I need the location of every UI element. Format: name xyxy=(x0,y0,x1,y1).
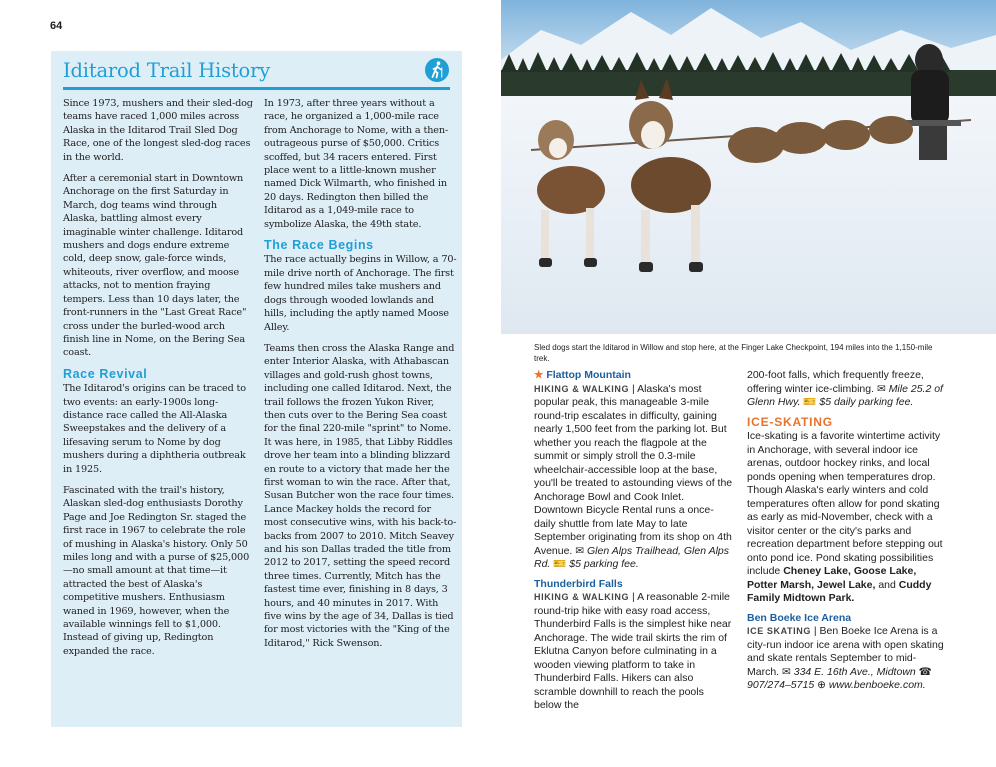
listing-name-ben-boeke: Ben Boeke Ice Arena xyxy=(747,611,852,624)
sled-dogs-photo xyxy=(501,0,996,334)
paragraph: The race actually begins in Willow, a 70-mile drive north of Anchorage. The first few hundred miles take mushers and dogs through wooded lowlands and hills, including the aptly named Moose Alley. xyxy=(264,254,457,333)
page-number: 64 xyxy=(50,20,63,32)
listings-column-2: 200-foot falls, which frequently freeze, offering winter ice-climbing. ✉ Mile 25.2 of Glenn Hwy. 🎫 $5 daily parking fee. ICE-SKATING Ice-skating is a favorite wintertime activity in Anchorage, with several indoor ice arenas, outdoor hockey rinks, and local ponds opening when temperatures drop. Though Alaska's early winters and cold temperatures often allow for pond skating as early as mid-November, check with a visitor center or the city's parks and recreation department before stepping out onto pond ice. Pond skating possibilities include Cheney Lake, Goose Lake, Potter Marsh, Jewel Lake, and Cuddy Family Midtown Park. Ben Boeke Ice Arena ICE SKATING | Ben Boeke Ice Arena is a city-run indoor ice arena with open skating and skate rentals September to mid-March. ✉ 334 E. 16th Ave., Midtown ☎ 907/274–5715 ⊕ www.benboeke.com. xyxy=(747,369,947,699)
sidebar-column-1 xyxy=(63,97,253,666)
ticket-icon: 🎫 xyxy=(553,558,567,570)
listing-phone: 907/274–5715 xyxy=(747,679,815,691)
listing-address: 334 E. 16th Ave., Midtown xyxy=(793,665,916,678)
paragraph: Teams then cross the Alaska Range and enter Interior Alaska, with Athabascan villages and gold-rush ghost towns, including one called Iditarod. Next, the trail follows the frozen Yukon River, then cuts over to the Bering Sea coast for the final 220-mile "sprint" to Nome. It was here, in 1985, that Libby Riddles drove her team into a blinding blizzard en route to a victory that made her the first woman to win the race. After that, Susan Butcher won the race four times. Lance Mackey holds the record for most consecutive wins, with his back-to-backs from 2007 to 2010. Mitch Seavey and his son Dallas traded the title from 2012 to 2017, setting the speed record three times. Currently, Mitch has the fastest time ever, finishing in 8 days, 3 hours, and 40 minutes in 2017. With five wins by the age of 34, Dallas is tied for most victories with the "King of the Iditarod," Rick Swenson. xyxy=(264,342,457,649)
title-rule xyxy=(63,87,450,90)
listing-address: Glen Alps Trailhead, Glen Alps Rd. xyxy=(534,544,730,570)
ice-skating-text: Ice-skating is a favorite wintertime activity in Anchorage, with several indoor ice arenas, outdoor hockey rinks, and local ponds opening when temperatures drop. Though Alaska's early winters and cold temperatures often allow for pond skating as early as mid-November, check with a visitor center or the city's parks and recreation department before stepping out onto pond ice. Pond skating possibilities include xyxy=(747,430,943,577)
address-icon: ✉ xyxy=(782,665,791,678)
section-heading-race-begins: The Race Begins xyxy=(264,238,374,253)
address-icon: ✉ xyxy=(876,382,886,395)
star-icon: ★ xyxy=(534,369,544,381)
web-icon: ⊕ xyxy=(817,679,826,691)
sidebar-column-2 xyxy=(264,97,457,658)
hiker-icon xyxy=(425,58,449,82)
ice-skating-lakes: Cheney Lake, Goose Lake, Potter Marsh, Jewel Lake, xyxy=(747,565,917,591)
listing-name-flattop: ★ Flattop Mountain xyxy=(534,369,631,381)
listing-category: ICE SKATING xyxy=(747,626,811,636)
address-icon: ✉ xyxy=(575,544,585,557)
listings-column-1: ★ Flattop Mountain HIKING & WALKING | Alaska's most popular peak, this manageable 3-mile round-trip escalates in difficulty, gaining nearly 1,500 feet from the parking lot. But whether you reach the flagpole at the summit or simply stroll the 0.3-mile wheelchair-accessible loop at the base, you'll be treated to astounding views of the Anchorage Bowl and Cook Inlet. Downtown Bicycle Rental runs a once-daily shuttle from late May to late September originating from its shop on 4th Avenue. ✉ Glen Alps Trailhead, Glen Alps Rd. 🎫 $5 parking fee. Thunderbird Falls HIKING & WALKING | A reasonable 2-mile round-trip hike with easy road access, Thunderbird Falls is the simplest hike near Anchorage. The wide trail skirts the rim of Eklutna Canyon before culminating in a wooden viewing platform to take in Thunderbird Falls. Hikers can also scramble downhill to reach the pools below the xyxy=(534,369,733,711)
paragraph: Since 1973, mushers and their sled-dog teams have raced 1,000 miles across Alaska in the Iditarod Trail Sled Dog Race, one of the longest sled-dog races in the world. xyxy=(63,98,253,163)
ticket-icon: 🎫 xyxy=(803,396,817,408)
listing-name-thunderbird: Thunderbird Falls xyxy=(534,577,623,590)
sidebar-title: Iditarod Trail History xyxy=(63,59,271,82)
listing-text: Alaska's most popular peak, this manageable 3-mile round-trip escalates in difficulty, gaining nearly 1,500 feet from the parking lot. But whether you reach the flagpole at the summit or simply stroll the 0.3-mile wheelchair-accessible loop at the base, you'll be treated to astounding views of the Anchorage Bowl and Cook Inlet. Downtown Bicycle Rental runs a once-daily shuttle from late May to late September originating from its shop on 4th Avenue. xyxy=(534,382,733,557)
ice-skating-park: Cuddy Family Midtown Park. xyxy=(747,578,932,604)
phone-icon: ☎ xyxy=(918,665,932,678)
section-heading-race-revival: Race Revival xyxy=(63,366,148,381)
section-heading-ice-skating: ICE-SKATING xyxy=(747,414,833,429)
listing-category: HIKING & WALKING xyxy=(534,383,630,394)
paragraph: The Iditarod's origins can be traced to two events: an early-1900s long-distance race called the All-Alaska Sweepstakes and the delivery of a lifesaving serum to Nome by dog mushers during a diphtheria outbreak in 1925. xyxy=(63,383,246,475)
paragraph: Fascinated with the trail's history, Alaskan sled-dog enthusiasts Dorothy Page and Joe Redington Sr. staged the first race in 1967 to celebrate the role of mushing in Alaska's history. Only 50 miles long and with a purse of $25,000—no small amount at that time—it attracted the best of Alaska's competitive mushers. Enthusiasm waned in 1969, however, when the available winnings fell to $1,000. Instead of giving up, Redington expanded the race. xyxy=(63,484,250,657)
listing-fee: $5 daily parking fee. xyxy=(819,396,914,408)
listing-address: Mile 25.2 of Glenn Hwy. xyxy=(747,382,943,408)
listing-web[interactable]: www.benboeke.com. xyxy=(828,679,926,691)
paragraph: In 1973, after three years without a race, he organized a 1,000-mile race from Anchorage to Nome, with a then-outrageous purse of $50,000. Critics scoffed, but 34 racers entered. First place went to a little-known musher named Dick Wilmarth, who finished in 20 days. Redington then billed the Iditarod as a 1,049-mile race to symbolize Alaska, the 49th state. xyxy=(264,98,449,230)
listing-text-continued: 200-foot falls, which frequently freeze, offering winter ice-climbing. xyxy=(747,369,924,395)
listing-text: A reasonable 2-mile round-trip hike with easy road access, Thunderbird Falls is the simplest hike near Anchorage. The wide trail skirts the rim of Eklutna Canyon before culminating in a wooden viewing platform to take in Thunderbird Falls. Hikers can also scramble downhill to reach the pools below the xyxy=(534,591,732,711)
listing-category: HIKING & WALKING xyxy=(534,592,630,602)
sidebar-box xyxy=(51,51,462,727)
paragraph: After a ceremonial start in Downtown Anchorage on the first Saturday in March, dog teams wind through Alaska, battling almost every imaginable winter challenge. Iditarod mushers and dogs endure extreme cold, deep snow, gale-force winds, whiteouts, river overflow, and moose attacks, not to mention fraying tempers. Less than 10 days later, the front-runners in the "Last Great Race" cross under the burled-wood arch finish line in Nome, on the Bering Sea coast. xyxy=(63,173,247,359)
listing-text: Ben Boeke Ice Arena is a city-run indoor ice arena with open skating and skate rentals September to mid-March. xyxy=(747,625,944,678)
listing-fee: $5 parking fee. xyxy=(569,558,639,570)
photo-caption: Sled dogs start the Iditarod in Willow and stop here, at the Finger Lake Checkpoint, 194 miles into the 1,150-mile trek. xyxy=(534,343,933,363)
